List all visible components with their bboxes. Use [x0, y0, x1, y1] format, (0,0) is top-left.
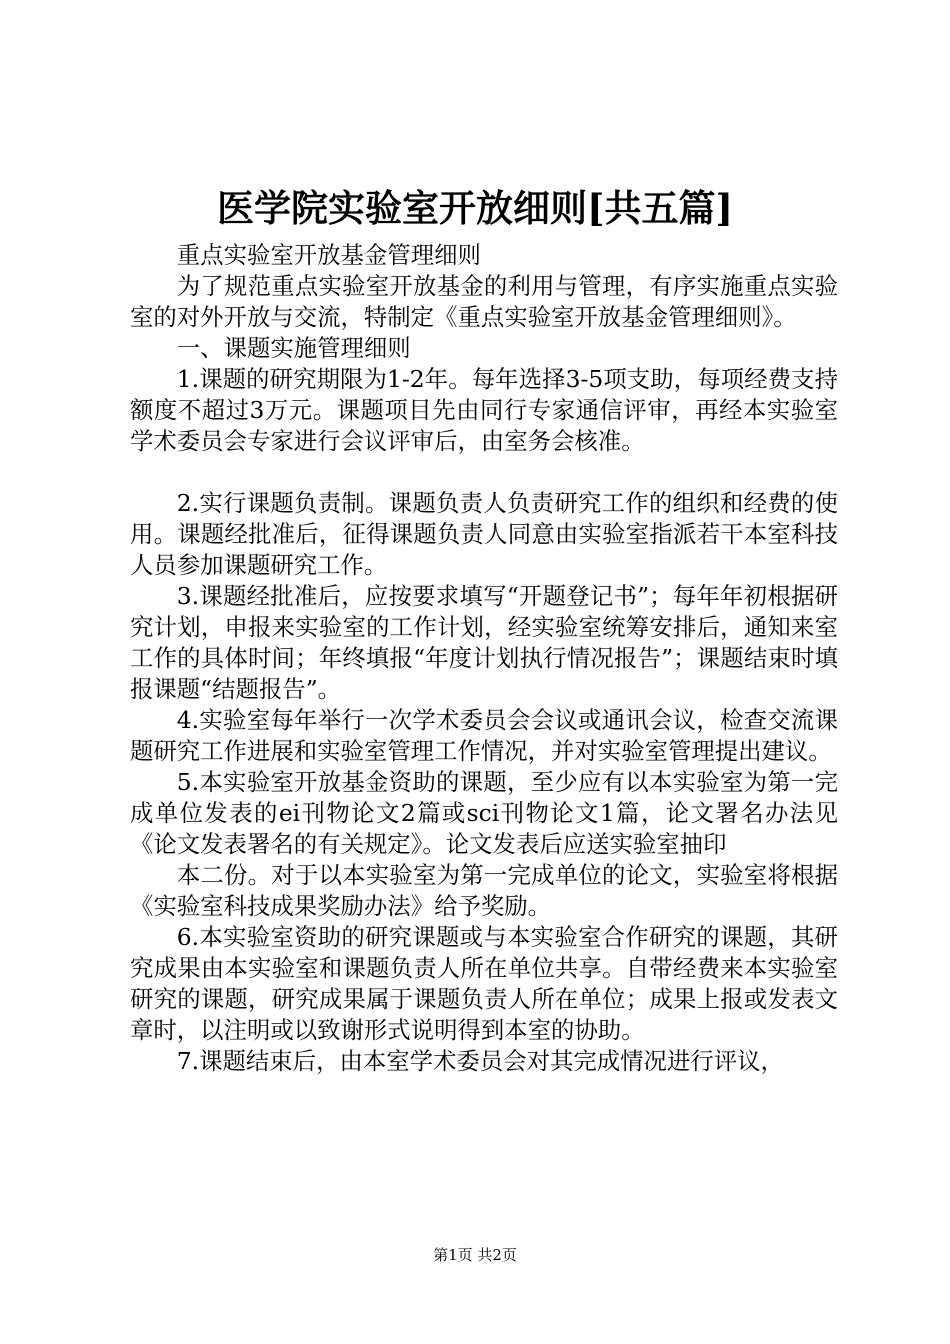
paragraph-item-6: 6.本实验室资助的研究课题或与本实验室合作研究的课题，其研究成果由本实验室和课题负责人所在单位共享。自带经费来本实验室研究的课题，研究成果属于课题负责人所在单位；成果上报或发表文章时，以注明或以致谢形式说明得到本室的协助。 — [130, 923, 838, 1044]
paragraph-item-2: 2.实行课题负责制。课题负责人负责研究工作的组织和经费的使用。课题经批准后，征得课题负责人同意由实验室指派若干本室科技人员参加课题研究工作。 — [130, 489, 838, 579]
section-heading: 一、课题实施管理细则 — [176, 334, 411, 362]
page-number: 第1页 — [433, 1246, 473, 1264]
paragraph-item-5-continued: 本二份。对于以本实验室为第一完成单位的论文，实验室将根据《实验室科技成果奖励办法》给予奖励。 — [130, 861, 838, 920]
paragraph-item-3: 3.课题经批准后，应按要求填写“开题登记书”；每年年初根据研究计划，申报来实验室的工作计划，经实验室统筹安排后，通知来室工作的具体时间；年终填报“年度计划执行情况报告”；课题结束时填报课题“结题报告”。 — [130, 582, 838, 703]
paragraph-heading: 重点实验室开放基金管理细则 — [176, 241, 481, 269]
document-body — [130, 240, 838, 1077]
paragraph-intro: 为了规范重点实验室开放基金的利用与管理，有序实施重点实验室的对外开放与交流，特制定《重点实验室开放基金管理细则》。 — [130, 272, 838, 331]
page-footer — [0, 1245, 950, 1265]
page-total: 共2页 — [477, 1246, 517, 1264]
paragraph-item-7: 7.课题结束后，由本室学术委员会对其完成情况进行评议， — [176, 1047, 784, 1075]
paragraph-item-5: 5.本实验室开放基金资助的课题，至少应有以本实验室为第一完成单位发表的ei刊物论文2篇或sci刊物论文1篇，论文署名办法见《论文发表署名的有关规定》。论文发表后应送实验室抽印 — [130, 768, 838, 858]
document-title: 医学院实验室开放细则[共五篇] — [216, 186, 733, 230]
paragraph-item-1: 1.课题的研究期限为1-2年。每年选择3-5项支助，每项经费支持额度不超过3万元。课题项目先由同行专家通信评审，再经本实验室学术委员会专家进行会议评审后，由室务会核准。 — [130, 365, 838, 455]
paragraph-item-4: 4.实验室每年举行一次学术委员会会议或通讯会议，检查交流课题研究工作进展和实验室管理工作情况，并对实验室管理提出建议。 — [130, 706, 838, 765]
